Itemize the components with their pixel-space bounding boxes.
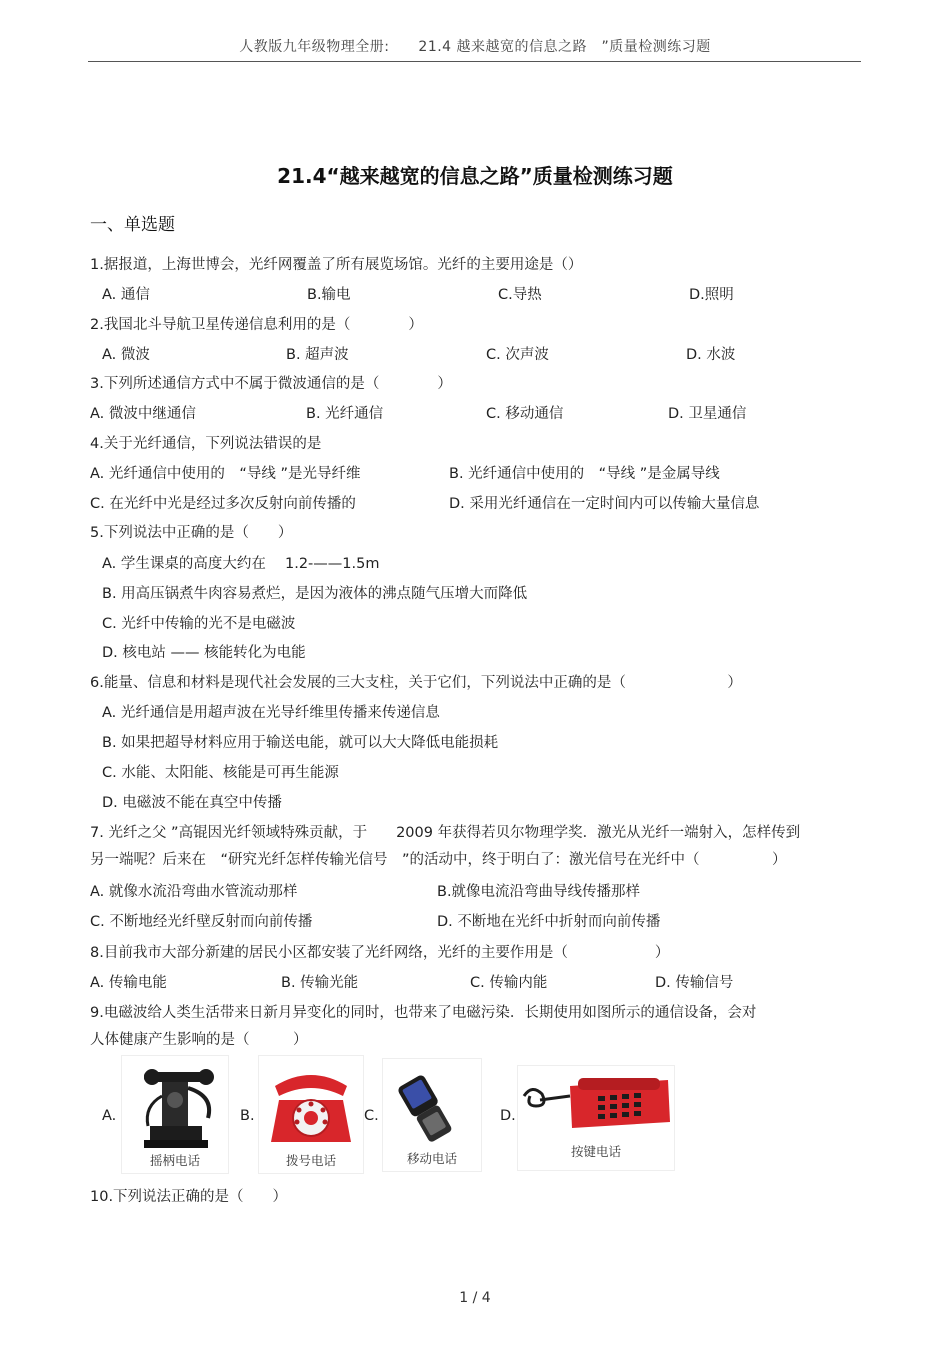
question-1-stem: 1.据报道，上海世博会，光纤网覆盖了所有展览场馆。光纤的主要用途是（） xyxy=(90,257,583,273)
question-4-option-d[interactable]: D. 采用光纤通信在一定时间内可以传输大量信息 xyxy=(449,496,760,512)
question-7-option-c[interactable]: C. 不断地经光纤壁反射而向前传播 xyxy=(90,914,313,930)
question-9-option-d[interactable]: D. xyxy=(500,1108,516,1124)
question-2-option-a[interactable]: A. 微波 xyxy=(102,347,150,363)
question-3-stem: 3.下列所述通信方式中不属于微波通信的是（ ） xyxy=(90,376,452,392)
question-8-option-d[interactable]: D. 传输信号 xyxy=(655,975,734,991)
question-7-stem-line-2: 另一端呢？后来在 “研究光纤怎样传输光信号 ”的活动中，终于明白了：激光信号在光纤中（ ） xyxy=(90,852,787,868)
question-5-option-b[interactable]: B. 用高压锅煮牛肉容易煮烂，是因为液体的沸点随气压增大而降低 xyxy=(102,586,528,602)
push-button-telephone-icon xyxy=(518,1066,674,1144)
header-divider xyxy=(88,61,861,62)
question-1-option-b[interactable]: B.输电 xyxy=(307,287,351,303)
question-8-stem: 8.目前我市大部分新建的居民小区都安装了光纤网络，光纤的主要作用是（ ） xyxy=(90,945,670,961)
question-5-option-c[interactable]: C. 光纤中传输的光不是电磁波 xyxy=(102,616,296,632)
question-9-stem-line-1: 9.电磁波给人类生活带来日新月异变化的同时，也带来了电磁污染．长期使用如图所示的通信设备，会对 xyxy=(90,1005,757,1021)
question-9-stem-line-2: 人体健康产生影响的是（ ） xyxy=(90,1032,308,1048)
question-3-option-b[interactable]: B. 光纤通信 xyxy=(306,406,384,422)
question-6-option-b[interactable]: B. 如果把超导材料应用于输送电能，就可以大大降低电能损耗 xyxy=(102,735,499,751)
push-button-telephone-image[interactable] xyxy=(517,1065,675,1171)
crank-telephone-icon xyxy=(122,1056,228,1156)
question-4-stem: 4.关于光纤通信，下列说法错误的是 xyxy=(90,436,322,452)
question-3-option-d[interactable]: D. 卫星通信 xyxy=(668,406,747,422)
question-3-option-a[interactable]: A. 微波中继通信 xyxy=(90,406,196,422)
question-6-stem: 6.能量、信息和材料是现代社会发展的三大支柱，关于它们，下列说法中正确的是（ ） xyxy=(90,675,742,691)
question-7-option-d[interactable]: D. 不断地在光纤中折射而向前传播 xyxy=(437,914,661,930)
question-6-option-a[interactable]: A. 光纤通信是用超声波在光导纤维里传播来传递信息 xyxy=(102,705,440,721)
push-button-telephone-caption: 按键电话 xyxy=(570,1144,621,1159)
question-1-option-d[interactable]: D.照明 xyxy=(689,287,734,303)
question-9-option-a[interactable]: A. xyxy=(102,1108,117,1124)
question-7-stem-line-1: 7. 光纤之父 ”高锟因光纤领域特殊贡献，于 2009 年获得若贝尔物理学奖．激光从光纤一端射入，怎样传到 xyxy=(90,825,801,841)
question-2-stem: 2.我国北斗导航卫星传递信息利用的是（ ） xyxy=(90,317,423,333)
question-5-stem: 5.下列说法中正确的是（ ） xyxy=(90,525,293,541)
question-10-stem: 10.下列说法正确的是（ ） xyxy=(90,1189,288,1205)
question-2-option-b[interactable]: B. 超声波 xyxy=(286,347,349,363)
rotary-telephone-caption: 拨号电话 xyxy=(285,1153,336,1168)
crank-telephone-caption: 摇柄电话 xyxy=(149,1153,200,1168)
question-4-option-a[interactable]: A. 光纤通信中使用的 “导线 ”是光导纤维 xyxy=(90,466,361,482)
question-2-option-c[interactable]: C. 次声波 xyxy=(486,347,549,363)
question-1-option-a[interactable]: A. 通信 xyxy=(102,287,150,303)
question-8-option-b[interactable]: B. 传输光能 xyxy=(281,975,359,991)
question-9-option-c[interactable]: C. xyxy=(364,1108,379,1124)
question-3-option-c[interactable]: C. 移动通信 xyxy=(486,406,564,422)
mobile-phone-image[interactable] xyxy=(382,1058,482,1172)
question-6-option-d[interactable]: D. 电磁波不能在真空中传播 xyxy=(102,795,282,811)
page-header: 人教版九年级物理全册: 21.4 越来越宽的信息之路 ”质量检测练习题 xyxy=(239,39,711,55)
question-4-option-c[interactable]: C. 在光纤中光是经过多次反射向前传播的 xyxy=(90,496,356,512)
page-title: 21.4“越来越宽的信息之路”质量检测练习题 xyxy=(277,164,673,188)
question-5-option-a[interactable]: A. 学生课桌的高度大约在 1.2-——1.5m xyxy=(102,556,380,572)
question-7-option-a[interactable]: A. 就像水流沿弯曲水管流动那样 xyxy=(90,884,298,900)
rotary-telephone-icon xyxy=(259,1056,363,1156)
question-6-option-c[interactable]: C. 水能、太阳能、核能是可再生能源 xyxy=(102,765,339,781)
section-heading: 一、单选题 xyxy=(90,215,175,235)
question-8-option-a[interactable]: A. 传输电能 xyxy=(90,975,167,991)
rotary-telephone-image[interactable] xyxy=(258,1055,364,1174)
question-2-option-d[interactable]: D. 水波 xyxy=(686,347,736,363)
question-7-option-b[interactable]: B.就像电流沿弯曲导线传播那样 xyxy=(437,884,641,900)
question-9-option-b[interactable]: B. xyxy=(240,1108,255,1124)
mobile-phone-icon xyxy=(383,1059,481,1149)
question-1-option-c[interactable]: C.导热 xyxy=(498,287,542,303)
question-8-option-c[interactable]: C. 传输内能 xyxy=(470,975,548,991)
page-number: 1 / 4 xyxy=(459,1290,491,1306)
question-4-option-b[interactable]: B. 光纤通信中使用的 “导线 ”是金属导线 xyxy=(449,466,720,482)
question-5-option-d[interactable]: D. 核电站 —— 核能转化为电能 xyxy=(102,645,306,661)
crank-telephone-image[interactable] xyxy=(121,1055,229,1174)
mobile-phone-caption: 移动电话 xyxy=(406,1151,457,1166)
